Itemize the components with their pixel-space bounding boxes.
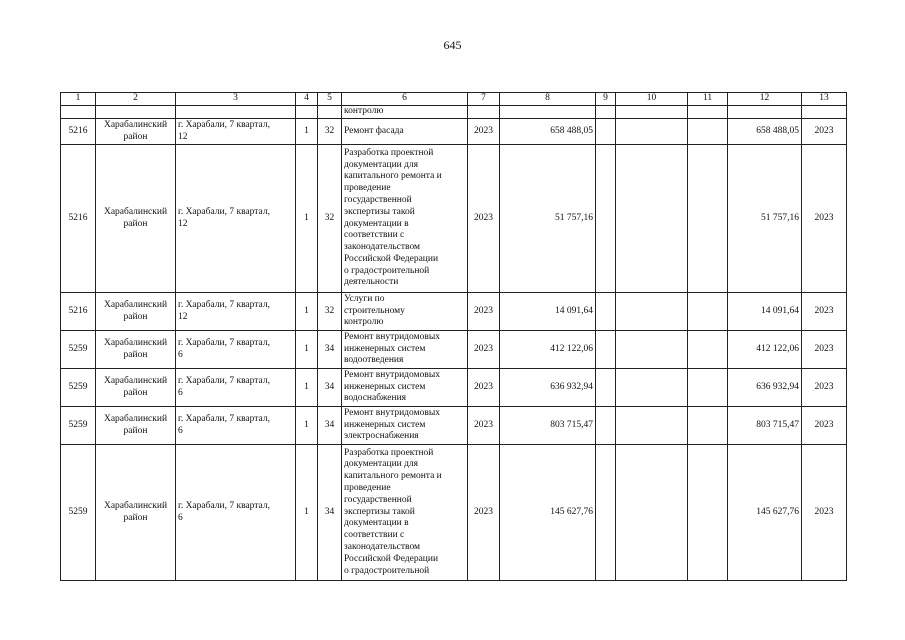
work-type-text: Разработка проектной документации для капитального ремонта и проведение государственной экспертизы такой документации в соответствии с законодательством Российской Федерации о градостроительной деятельности xyxy=(344,147,442,288)
col-10-value xyxy=(616,407,688,445)
row-id xyxy=(61,331,96,369)
address-text: г. Харабали, 7 квартал, 12 xyxy=(178,119,270,142)
col-5-value xyxy=(318,369,342,407)
col-9-value xyxy=(596,369,616,407)
total-amount xyxy=(728,407,802,445)
address xyxy=(176,293,296,331)
col-5-value xyxy=(318,119,342,145)
completion-year xyxy=(802,369,847,407)
year xyxy=(468,119,500,145)
col-4-value-text: 1 xyxy=(304,125,309,136)
table-row xyxy=(61,407,847,445)
column-header: 3 xyxy=(176,93,296,106)
col-10-value xyxy=(616,119,688,145)
column-header: 6 xyxy=(342,93,468,106)
year-text: 2023 xyxy=(474,343,493,354)
completion-year xyxy=(802,331,847,369)
column-header: 8 xyxy=(500,93,596,106)
amount xyxy=(500,119,596,145)
district-name xyxy=(96,119,176,145)
col-4-value-text: 1 xyxy=(304,419,309,430)
address xyxy=(176,331,296,369)
work-type xyxy=(342,445,468,581)
total-amount xyxy=(728,145,802,293)
work-type xyxy=(342,407,468,445)
table-row xyxy=(61,445,847,581)
completion-year xyxy=(802,407,847,445)
total-amount xyxy=(728,331,802,369)
address xyxy=(176,369,296,407)
amount-text: 636 932,94 xyxy=(550,381,593,392)
col-4-value-text: 1 xyxy=(304,343,309,354)
amount xyxy=(500,331,596,369)
table-row xyxy=(61,293,847,331)
col-11-value xyxy=(688,293,728,331)
completion-year-text: 2023 xyxy=(814,125,834,136)
col-11-value xyxy=(688,145,728,293)
completion-year xyxy=(802,445,847,581)
work-type-text: Ремонт внутридомовых инженерных систем водоотведения xyxy=(344,331,440,366)
total-amount xyxy=(728,369,802,407)
column-header: 5 xyxy=(318,93,342,106)
continuation-text: контролю xyxy=(342,106,468,119)
total-amount-text: 803 715,47 xyxy=(756,419,799,430)
row-id-text: 5259 xyxy=(68,343,88,354)
col-4-value-text: 1 xyxy=(304,381,309,392)
row-id xyxy=(61,407,96,445)
capital-repair-table xyxy=(60,92,847,581)
district-name xyxy=(96,445,176,581)
continuation-row xyxy=(61,106,847,119)
year-text: 2023 xyxy=(474,419,493,430)
col-9-value xyxy=(596,445,616,581)
address-text: г. Харабали, 7 квартал, 6 xyxy=(178,413,270,436)
row-id xyxy=(61,445,96,581)
col-4-value xyxy=(296,293,318,331)
address-text: г. Харабали, 7 квартал, 12 xyxy=(178,299,270,322)
col-5-value xyxy=(318,331,342,369)
column-header: 11 xyxy=(688,93,728,106)
col-5-value xyxy=(318,293,342,331)
work-type-text: Ремонт фасада xyxy=(344,125,404,136)
year xyxy=(468,445,500,581)
col-10-value xyxy=(616,369,688,407)
col-9-value xyxy=(596,145,616,293)
col-11-value xyxy=(688,407,728,445)
completion-year xyxy=(802,293,847,331)
work-type xyxy=(342,119,468,145)
total-amount-text: 412 122,06 xyxy=(756,343,799,354)
col-4-value xyxy=(296,407,318,445)
col-5-value-text: 32 xyxy=(324,125,335,136)
row-id xyxy=(61,369,96,407)
col-10-value xyxy=(616,445,688,581)
table-row xyxy=(61,369,847,407)
amount-text: 803 715,47 xyxy=(550,419,593,430)
row-id xyxy=(61,145,96,293)
district-name xyxy=(96,407,176,445)
completion-year-text: 2023 xyxy=(814,343,834,354)
district-name-text: Харабалинский район xyxy=(103,413,168,436)
district-name-text: Харабалинский район xyxy=(103,206,168,229)
column-header: 9 xyxy=(596,93,616,106)
work-type xyxy=(342,369,468,407)
year-text: 2023 xyxy=(474,212,493,223)
district-name-text: Харабалинский район xyxy=(103,337,168,360)
district-name xyxy=(96,293,176,331)
col-9-value xyxy=(596,407,616,445)
work-type xyxy=(342,145,468,293)
total-amount xyxy=(728,445,802,581)
district-name-text: Харабалинский район xyxy=(103,375,168,398)
total-amount xyxy=(728,119,802,145)
total-amount-text: 14 091,64 xyxy=(761,305,799,316)
work-type-text: Разработка проектной документации для капитального ремонта и проведение государственной экспертизы такой документации в соответствии с законодательством Российской Федерации о градостроительной xyxy=(344,447,442,576)
total-amount xyxy=(728,293,802,331)
col-4-value-text: 1 xyxy=(304,305,309,316)
address xyxy=(176,119,296,145)
work-type xyxy=(342,331,468,369)
col-5-value-text: 34 xyxy=(324,343,335,354)
amount-text: 51 757,16 xyxy=(555,212,593,223)
amount-text: 14 091,64 xyxy=(555,305,593,316)
table-row xyxy=(61,119,847,145)
address-text: г. Харабали, 7 квартал, 6 xyxy=(178,337,270,360)
column-header: 1 xyxy=(61,93,96,106)
page-number: 645 xyxy=(443,38,462,52)
col-5-value-text: 32 xyxy=(324,212,335,223)
year-text: 2023 xyxy=(474,381,493,392)
completion-year xyxy=(802,119,847,145)
column-header: 4 xyxy=(296,93,318,106)
column-header: 10 xyxy=(616,93,688,106)
completion-year-text: 2023 xyxy=(814,506,834,517)
column-header: 2 xyxy=(96,93,176,106)
row-id-text: 5216 xyxy=(68,125,88,136)
completion-year-text: 2023 xyxy=(814,381,834,392)
col-10-value xyxy=(616,145,688,293)
year xyxy=(468,331,500,369)
row-id-text: 5259 xyxy=(68,506,88,517)
amount xyxy=(500,407,596,445)
row-id xyxy=(61,293,96,331)
col-5-value xyxy=(318,145,342,293)
work-type-text: Ремонт внутридомовых инженерных систем водоснабжения xyxy=(344,369,440,404)
amount-text: 145 627,76 xyxy=(550,506,593,517)
year xyxy=(468,407,500,445)
completion-year-text: 2023 xyxy=(814,419,834,430)
year-text: 2023 xyxy=(474,125,493,136)
col-10-value xyxy=(616,331,688,369)
col-5-value-text: 34 xyxy=(324,419,335,430)
amount xyxy=(500,445,596,581)
column-header: 7 xyxy=(468,93,500,106)
row-id-text: 5216 xyxy=(68,305,88,316)
total-amount-text: 658 488,05 xyxy=(756,125,799,136)
col-11-value xyxy=(688,369,728,407)
district-name-text: Харабалинский район xyxy=(103,500,168,523)
row-id-text: 5216 xyxy=(68,212,88,223)
year xyxy=(468,293,500,331)
district-name xyxy=(96,369,176,407)
address xyxy=(176,407,296,445)
year xyxy=(468,145,500,293)
col-4-value-text: 1 xyxy=(304,506,309,517)
address-text: г. Харабали, 7 квартал, 12 xyxy=(178,206,270,229)
year-text: 2023 xyxy=(474,305,493,316)
column-number-row xyxy=(61,93,847,106)
amount xyxy=(500,145,596,293)
col-5-value-text: 32 xyxy=(324,305,335,316)
column-header: 13 xyxy=(802,93,847,106)
col-4-value-text: 1 xyxy=(304,212,309,223)
total-amount-text: 145 627,76 xyxy=(756,506,799,517)
district-name xyxy=(96,145,176,293)
completion-year-text: 2023 xyxy=(814,212,834,223)
district-name xyxy=(96,331,176,369)
completion-year xyxy=(802,145,847,293)
table-row xyxy=(61,331,847,369)
address-text: г. Харабали, 7 квартал, 6 xyxy=(178,500,270,523)
col-11-value xyxy=(688,331,728,369)
address xyxy=(176,145,296,293)
work-type-text: Ремонт внутридомовых инженерных систем электроснабжения xyxy=(344,407,440,442)
address xyxy=(176,445,296,581)
col-9-value xyxy=(596,119,616,145)
col-11-value xyxy=(688,445,728,581)
completion-year-text: 2023 xyxy=(814,305,834,316)
row-id-text: 5259 xyxy=(68,419,88,430)
col-10-value xyxy=(616,293,688,331)
work-type xyxy=(342,293,468,331)
col-9-value xyxy=(596,331,616,369)
col-4-value xyxy=(296,369,318,407)
col-9-value xyxy=(596,293,616,331)
amount-text: 658 488,05 xyxy=(550,125,593,136)
col-5-value-text: 34 xyxy=(324,506,335,517)
col-4-value xyxy=(296,145,318,293)
col-4-value xyxy=(296,331,318,369)
year-text: 2023 xyxy=(474,506,493,517)
work-type-text: Услуги по строительному контролю xyxy=(344,293,405,328)
total-amount-text: 51 757,16 xyxy=(761,212,799,223)
amount xyxy=(500,369,596,407)
col-11-value xyxy=(688,119,728,145)
amount-text: 412 122,06 xyxy=(550,343,593,354)
column-header: 12 xyxy=(728,93,802,106)
amount xyxy=(500,293,596,331)
total-amount-text: 636 932,94 xyxy=(756,381,799,392)
year xyxy=(468,369,500,407)
address-text: г. Харабали, 7 квартал, 6 xyxy=(178,375,270,398)
district-name-text: Харабалинский район xyxy=(103,299,168,322)
district-name-text: Харабалинский район xyxy=(103,119,168,142)
row-id-text: 5259 xyxy=(68,381,88,392)
table-row xyxy=(61,145,847,293)
col-4-value xyxy=(296,119,318,145)
col-5-value-text: 34 xyxy=(324,381,335,392)
col-5-value xyxy=(318,445,342,581)
col-4-value xyxy=(296,445,318,581)
row-id xyxy=(61,119,96,145)
col-5-value xyxy=(318,407,342,445)
